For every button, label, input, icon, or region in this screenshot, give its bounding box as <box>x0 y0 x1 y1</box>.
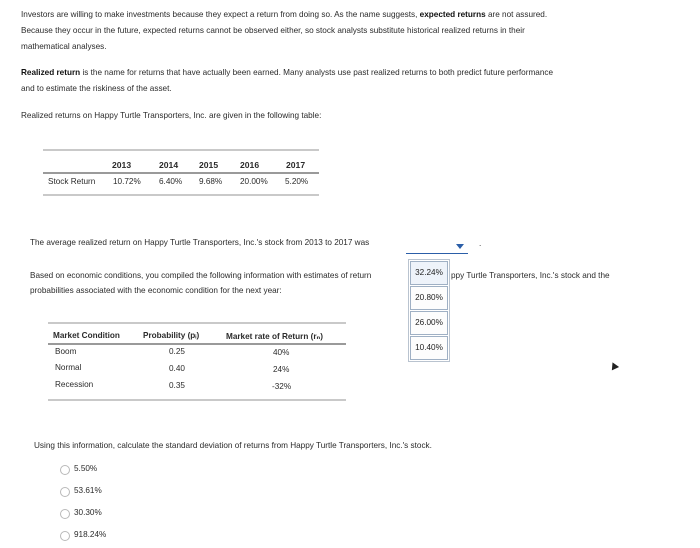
year-header: 2013 <box>112 160 132 170</box>
average-return-dropdown[interactable] <box>406 242 468 254</box>
header-rule <box>48 343 346 345</box>
intro-paragraph <box>21 7 671 55</box>
realized-return-term: Realized return <box>21 68 81 77</box>
column-header: Probability (pᵢ) <box>143 331 200 340</box>
column-header: Market rate of Return (rₙ) <box>226 332 323 341</box>
condition-cell: Recession <box>55 380 94 389</box>
table-bottom-rule <box>43 194 319 196</box>
average-question: The average realized return on Happy Turtle Transporters, Inc.'s stock from 2013 to 2017 was <box>30 238 370 247</box>
radio-button[interactable] <box>60 509 70 519</box>
probability-cell: 0.35 <box>169 381 185 390</box>
estimates-text-line-1: Based on economic conditions, you compiled the following information with estimates of return <box>30 271 372 280</box>
dropdown-option[interactable]: 20.80% <box>410 286 448 310</box>
intro-line-1: Investors are willing to make investments because they expect a return from doing so. As the name suggests, expected returns are not assured. <box>21 10 548 19</box>
table-bottom-rule <box>48 399 346 401</box>
return-value: 9.68% <box>199 177 223 186</box>
year-header: 2014 <box>159 160 179 170</box>
condition-cell: Normal <box>55 363 82 372</box>
table-top-rule <box>48 322 346 324</box>
column-header: Market Condition <box>53 331 120 340</box>
condition-cell: Boom <box>55 347 77 356</box>
return-value: 5.20% <box>285 177 309 186</box>
std-dev-question: Using this information, calculate the standard deviation of returns from Happy Turtle Transporters, Inc.'s stock. <box>34 441 432 450</box>
probability-cell: 0.40 <box>169 364 185 373</box>
realized-return-paragraph: Realized return is the name for returns that have actually been earned. Many analysts use past realized returns to both predict future performance and to estimate the riskiness of the asset. <box>21 68 554 93</box>
year-header: 2015 <box>199 160 219 170</box>
radio-button[interactable] <box>60 465 70 475</box>
return-value: 6.40% <box>159 177 183 186</box>
return-cell: 24% <box>273 365 290 374</box>
dropdown-option[interactable]: 32.24% <box>410 261 448 285</box>
return-cell: -32% <box>272 382 292 391</box>
table-top-rule <box>43 149 319 151</box>
dropdown-menu <box>408 259 450 362</box>
mouse-pointer-icon <box>609 361 619 371</box>
return-cell: 40% <box>273 348 290 357</box>
year-header: 2016 <box>240 160 260 170</box>
return-value: 10.72% <box>113 177 141 186</box>
estimates-text-line-1-tail: ppy Turtle Transporters, Inc.'s stock and the <box>451 271 610 280</box>
return-value: 20.00% <box>240 177 268 186</box>
row-label: Stock Return <box>48 177 96 186</box>
intro-line-3: mathematical analyses. <box>21 42 107 51</box>
dropdown-caret-icon[interactable] <box>456 244 464 249</box>
estimates-text-line-2: probabilities associated with the economic condition for the next year: <box>30 286 282 295</box>
year-header: 2017 <box>286 160 306 170</box>
intro-line-2: Because they occur in the future, expected returns cannot be observed either, so stock analysts substitute historical realized returns in their <box>21 26 525 35</box>
radio-button[interactable] <box>60 487 70 497</box>
table-intro-text: Realized returns on Happy Turtle Transporters, Inc. are given in the following table: <box>21 111 322 120</box>
radio-button[interactable] <box>60 531 70 541</box>
header-rule <box>43 172 319 174</box>
dropdown-option[interactable]: 10.40% <box>410 336 448 360</box>
expected-returns-term: expected returns <box>419 10 486 19</box>
probability-cell: 0.25 <box>169 347 185 356</box>
dropdown-option[interactable]: 26.00% <box>410 311 448 335</box>
